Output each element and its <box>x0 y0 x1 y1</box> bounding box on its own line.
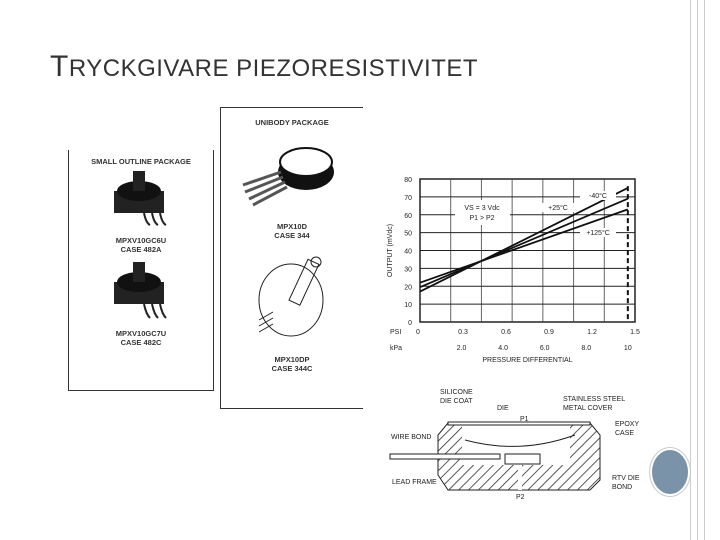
kpa-axis-label: kPa <box>390 345 403 352</box>
x-tick-psi: 0.3 <box>458 329 468 336</box>
label-p2: P2 <box>516 494 525 501</box>
panel-heading: SMALL OUTLINE PACKAGE <box>91 157 191 166</box>
x-tick-psi: 0.6 <box>501 329 511 336</box>
slide-title <box>50 50 478 84</box>
package-image <box>221 250 363 350</box>
y-tick-label: 70 <box>404 194 412 202</box>
title-initial: T <box>50 50 69 83</box>
decor-line <box>697 0 698 540</box>
package-image <box>69 166 213 231</box>
package-image <box>221 127 363 217</box>
part-number: MPX10D <box>276 222 307 231</box>
case-number: CASE 482A <box>120 245 162 254</box>
label-die: DIE <box>497 405 509 412</box>
x-tick-kpa: 2.0 <box>456 345 467 352</box>
x-tick-kpa: 8.0 <box>581 345 592 352</box>
label-lead-frame: LEAD FRAME <box>392 479 437 486</box>
x-tick-kpa: 10 <box>623 345 632 352</box>
x-tick-psi: 1.2 <box>587 329 597 336</box>
case-number: CASE 344 <box>274 231 310 240</box>
y-tick-label: 0 <box>408 320 412 327</box>
y-tick-label: 30 <box>404 266 412 274</box>
x-axis-title: PRESSURE DIFFERENTIAL <box>482 357 573 364</box>
series-label: +25°C <box>548 205 568 212</box>
part-number: MPXV10GC6U <box>115 236 167 245</box>
y-tick-label: 40 <box>404 248 412 256</box>
annotation-pressure: P1 > P2 <box>469 215 495 222</box>
label-rtv: RTV DIE BOND <box>612 475 640 491</box>
label-epoxy: EPOXY CASE <box>615 421 639 437</box>
x-tick-psi: 1.5 <box>630 329 640 336</box>
panel-heading: UNIBODY PACKAGE <box>255 118 329 127</box>
y-tick-label: 20 <box>404 284 412 292</box>
decor-line <box>704 0 705 540</box>
series-label: +125°C <box>586 230 610 237</box>
x-tick-psi: 0 <box>416 329 420 336</box>
part-number: MPX10DP <box>274 355 310 364</box>
y-axis-title: OUTPUT (mVdc) <box>387 223 394 278</box>
annotation-supply: VS = 3 Vdc <box>464 205 500 212</box>
y-tick-label: 60 <box>404 212 412 220</box>
x-tick-kpa: 4.0 <box>498 345 509 352</box>
series-label: -40°C <box>589 193 607 200</box>
x-tick-kpa: 6.0 <box>539 345 550 352</box>
decor-circle <box>650 448 690 496</box>
part-number: MPXV10GC7U <box>115 329 167 338</box>
case-number: CASE 482C <box>120 338 162 347</box>
output-vs-pressure-chart <box>370 170 650 370</box>
unibody-panel <box>220 107 363 409</box>
y-tick-label: 10 <box>404 302 412 310</box>
case-number: CASE 344C <box>271 364 313 373</box>
title-rest: RYCKGIVARE PIEZORESISTIVITET <box>68 55 479 82</box>
package-image <box>69 254 213 324</box>
label-steel: STAINLESS STEEL METAL COVER <box>563 396 625 412</box>
label-p1: P1 <box>520 416 529 423</box>
y-tick-label: 80 <box>404 177 412 184</box>
decor-line <box>690 0 691 540</box>
label-silicone: SILICONE DIE COAT <box>440 389 473 405</box>
small-outline-panel <box>68 150 214 391</box>
x-tick-psi: 0.9 <box>544 329 554 336</box>
label-wire-bond: WIRE BOND <box>391 434 432 441</box>
y-tick-label: 50 <box>404 230 412 238</box>
psi-axis-label: PSI <box>390 329 402 336</box>
